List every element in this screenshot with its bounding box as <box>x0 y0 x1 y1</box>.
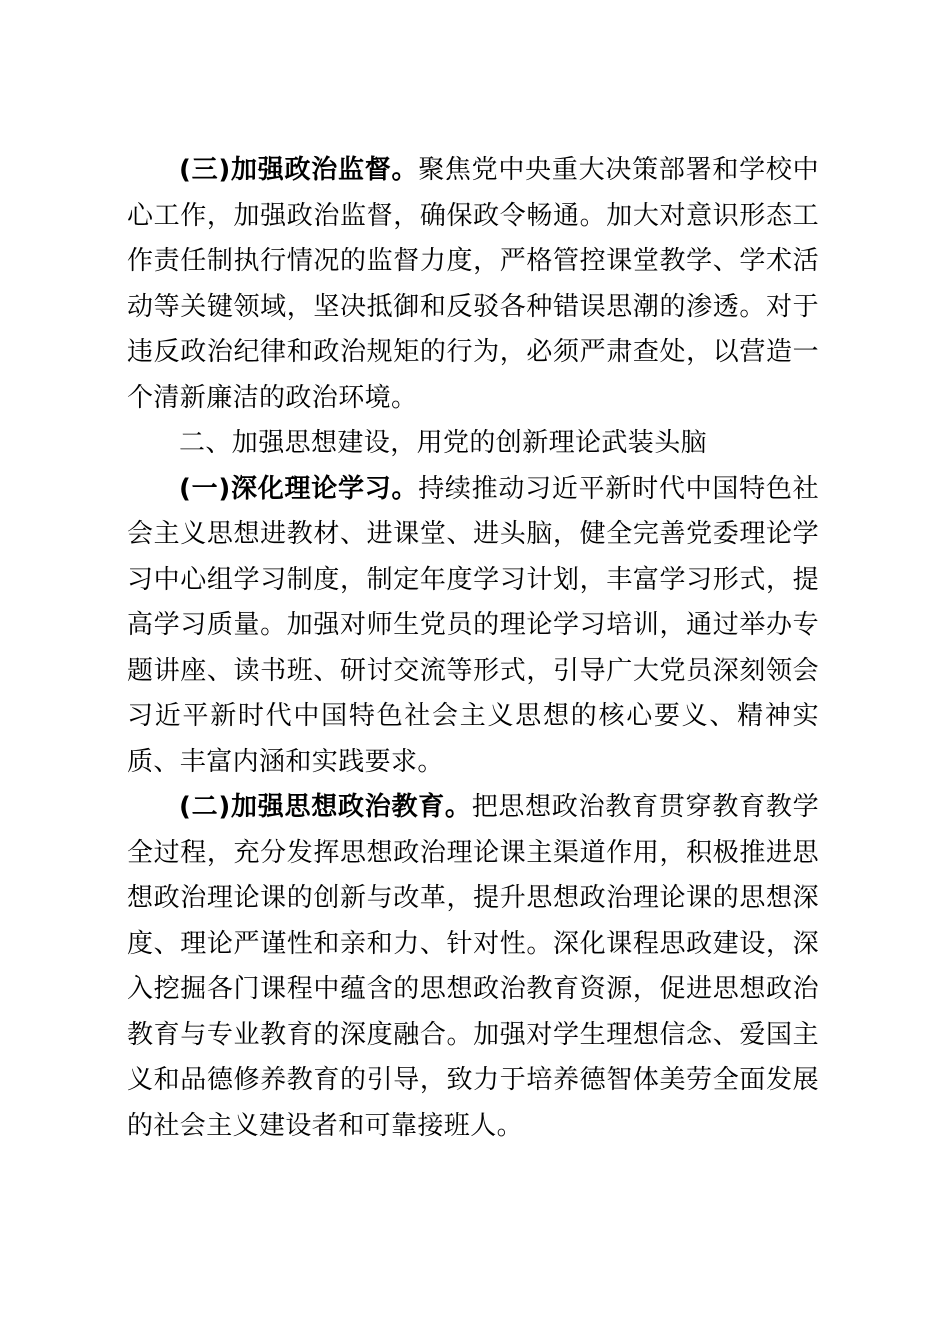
paragraph-text: 把思想政治教育贯穿教育教学全过程，充分发挥思想政治理论课主渠道作用，积极推进思想政治理论课的创新与改革，提升思想政治理论课的思想深度、理论严谨性和亲和力、针对性。深化课程思政建设，深入挖掘各门课程中蕴含的思想政治教育资源，促进思想政治教育与专业教育的深度融合。加强对学生理想信念、爱国主义和品德修养教育的引导，致力于培养德智体美劳全面发展的社会主义建设者和可靠接班人。 <box>127 792 819 1141</box>
section-heading: 二、加强思想建设，用党的创新理论武装头脑 <box>179 428 708 458</box>
paragraph-lead: (一)深化理论学习。 <box>179 473 419 504</box>
paragraph-political-supervision <box>127 148 819 421</box>
paragraph-text: 聚焦党中央重大决策部署和学校中心工作，加强政治监督，确保政令畅通。加大对意识形态工作责任制执行情况的监督力度，严格管控课堂教学、学术活动等关键领域，坚决抵御和反驳各种错误思潮的渗透。对于违反政治纪律和政治规矩的行为，必须严肃查处，以营造一个清新廉洁的政治环境。 <box>127 155 819 413</box>
paragraph-text: 持续推动习近平新时代中国特色社会主义思想进教材、进课堂、进头脑，健全完善党委理论学习中心组学习制度，制定年度学习计划，丰富学习形式，提高学习质量。加强对师生党员的理论学习培训，通过举办专题讲座、读书班、研讨交流等形式，引导广大党员深刻领会习近平新时代中国特色社会主义思想的核心要义、精神实质、丰富内涵和实践要求。 <box>127 473 819 777</box>
paragraph-theory-study <box>127 467 819 786</box>
paragraph-lead: (三)加强政治监督。 <box>179 155 419 185</box>
paragraph-lead: (二)加强思想政治教育。 <box>179 792 472 822</box>
document-body <box>127 148 819 1149</box>
paragraph-ideological-education <box>127 785 819 1149</box>
